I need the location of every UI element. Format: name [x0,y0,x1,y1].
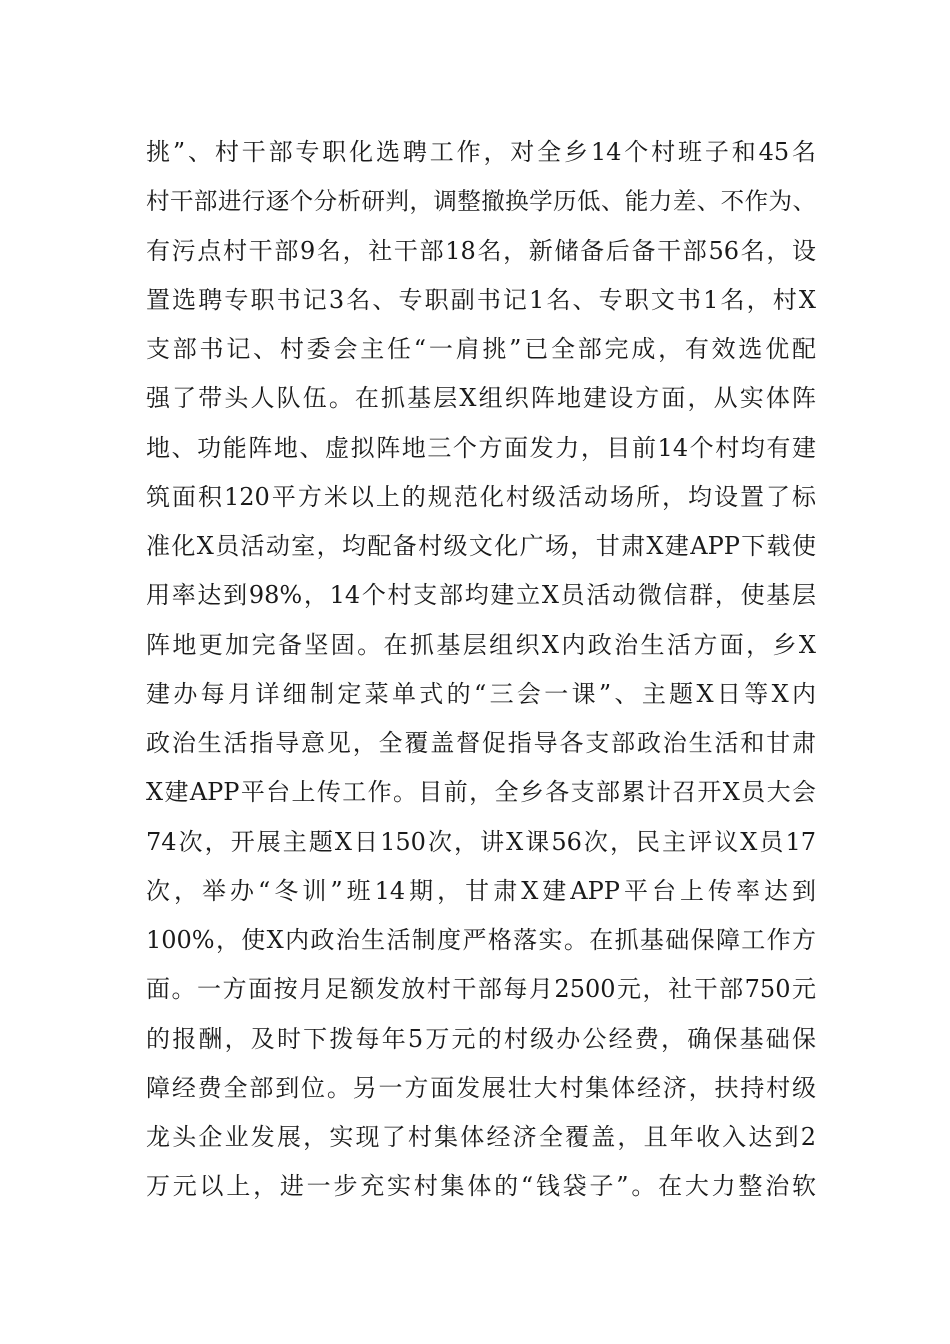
text-line: 准化X员活动室，均配备村级文化广场，甘肃X建APP下载使 [146,532,816,560]
text-line: 政治生活指导意见，全覆盖督促指导各支部政治生活和甘肃 [146,729,816,757]
text-line: 龙头企业发展，实现了村集体经济全覆盖，且年收入达到2 [146,1123,816,1151]
text-line: 障经费全部到位。另一方面发展壮大村集体经济，扶持村级 [146,1073,816,1102]
text-line: 有污点村干部9名，社干部18名，新储备后备干部56名，设 [146,236,816,265]
text-line: 筑面积120平方米以上的规范化村级活动场所，均设置了标 [146,482,816,511]
text-line: X建APP平台上传工作。目前，全乡各支部累计召开X员大会 [146,778,816,807]
text-line: 地、功能阵地、虚拟阵地三个方面发力，目前14个村均有建 [146,433,816,462]
text-line: 置选聘专职书记3名、专职副书记1名、专职文书1名，村X [146,285,816,314]
text-line: 万元以上，进一步充实村集体的“钱袋子”。在大力整治软 [146,1172,816,1201]
text-line: 挑”、村干部专职化选聘工作，对全乡14个村班子和45名 [146,138,816,166]
text-line: 次，举办“冬训”班14期，甘肃X建APP平台上传率达到 [146,876,816,905]
text-line: 阵地更加完备坚固。在抓基层组织X内政治生活方面，乡X [146,630,816,659]
text-line: 建办每月详细制定菜单式的“三会一课”、主题X日等X内 [146,679,816,708]
text-line: 100%，使X内政治生活制度严格落实。在抓基础保障工作方 [146,926,816,954]
text-line: 强了带头人队伍。在抓基层X组织阵地建设方面，从实体阵 [146,384,816,413]
body-text [146,128,816,1212]
text-line: 支部书记、村委会主任“一肩挑”已全部完成，有效选优配 [146,335,816,363]
text-line: 用率达到98%，14个村支部均建立X员活动微信群，使基层 [146,581,816,610]
text-line: 面。一方面按月足额发放村干部每月2500元，社干部750元 [146,975,816,1004]
text-line: 74次，开展主题X日150次，讲X课56次，民主评议X员17 [146,827,816,856]
text-line: 村干部进行逐个分析研判，调整撤换学历低、能力差、不作为、 [146,187,816,216]
text-line: 的报酬，及时下拨每年5万元的村级办公经费，确保基础保 [146,1024,816,1053]
